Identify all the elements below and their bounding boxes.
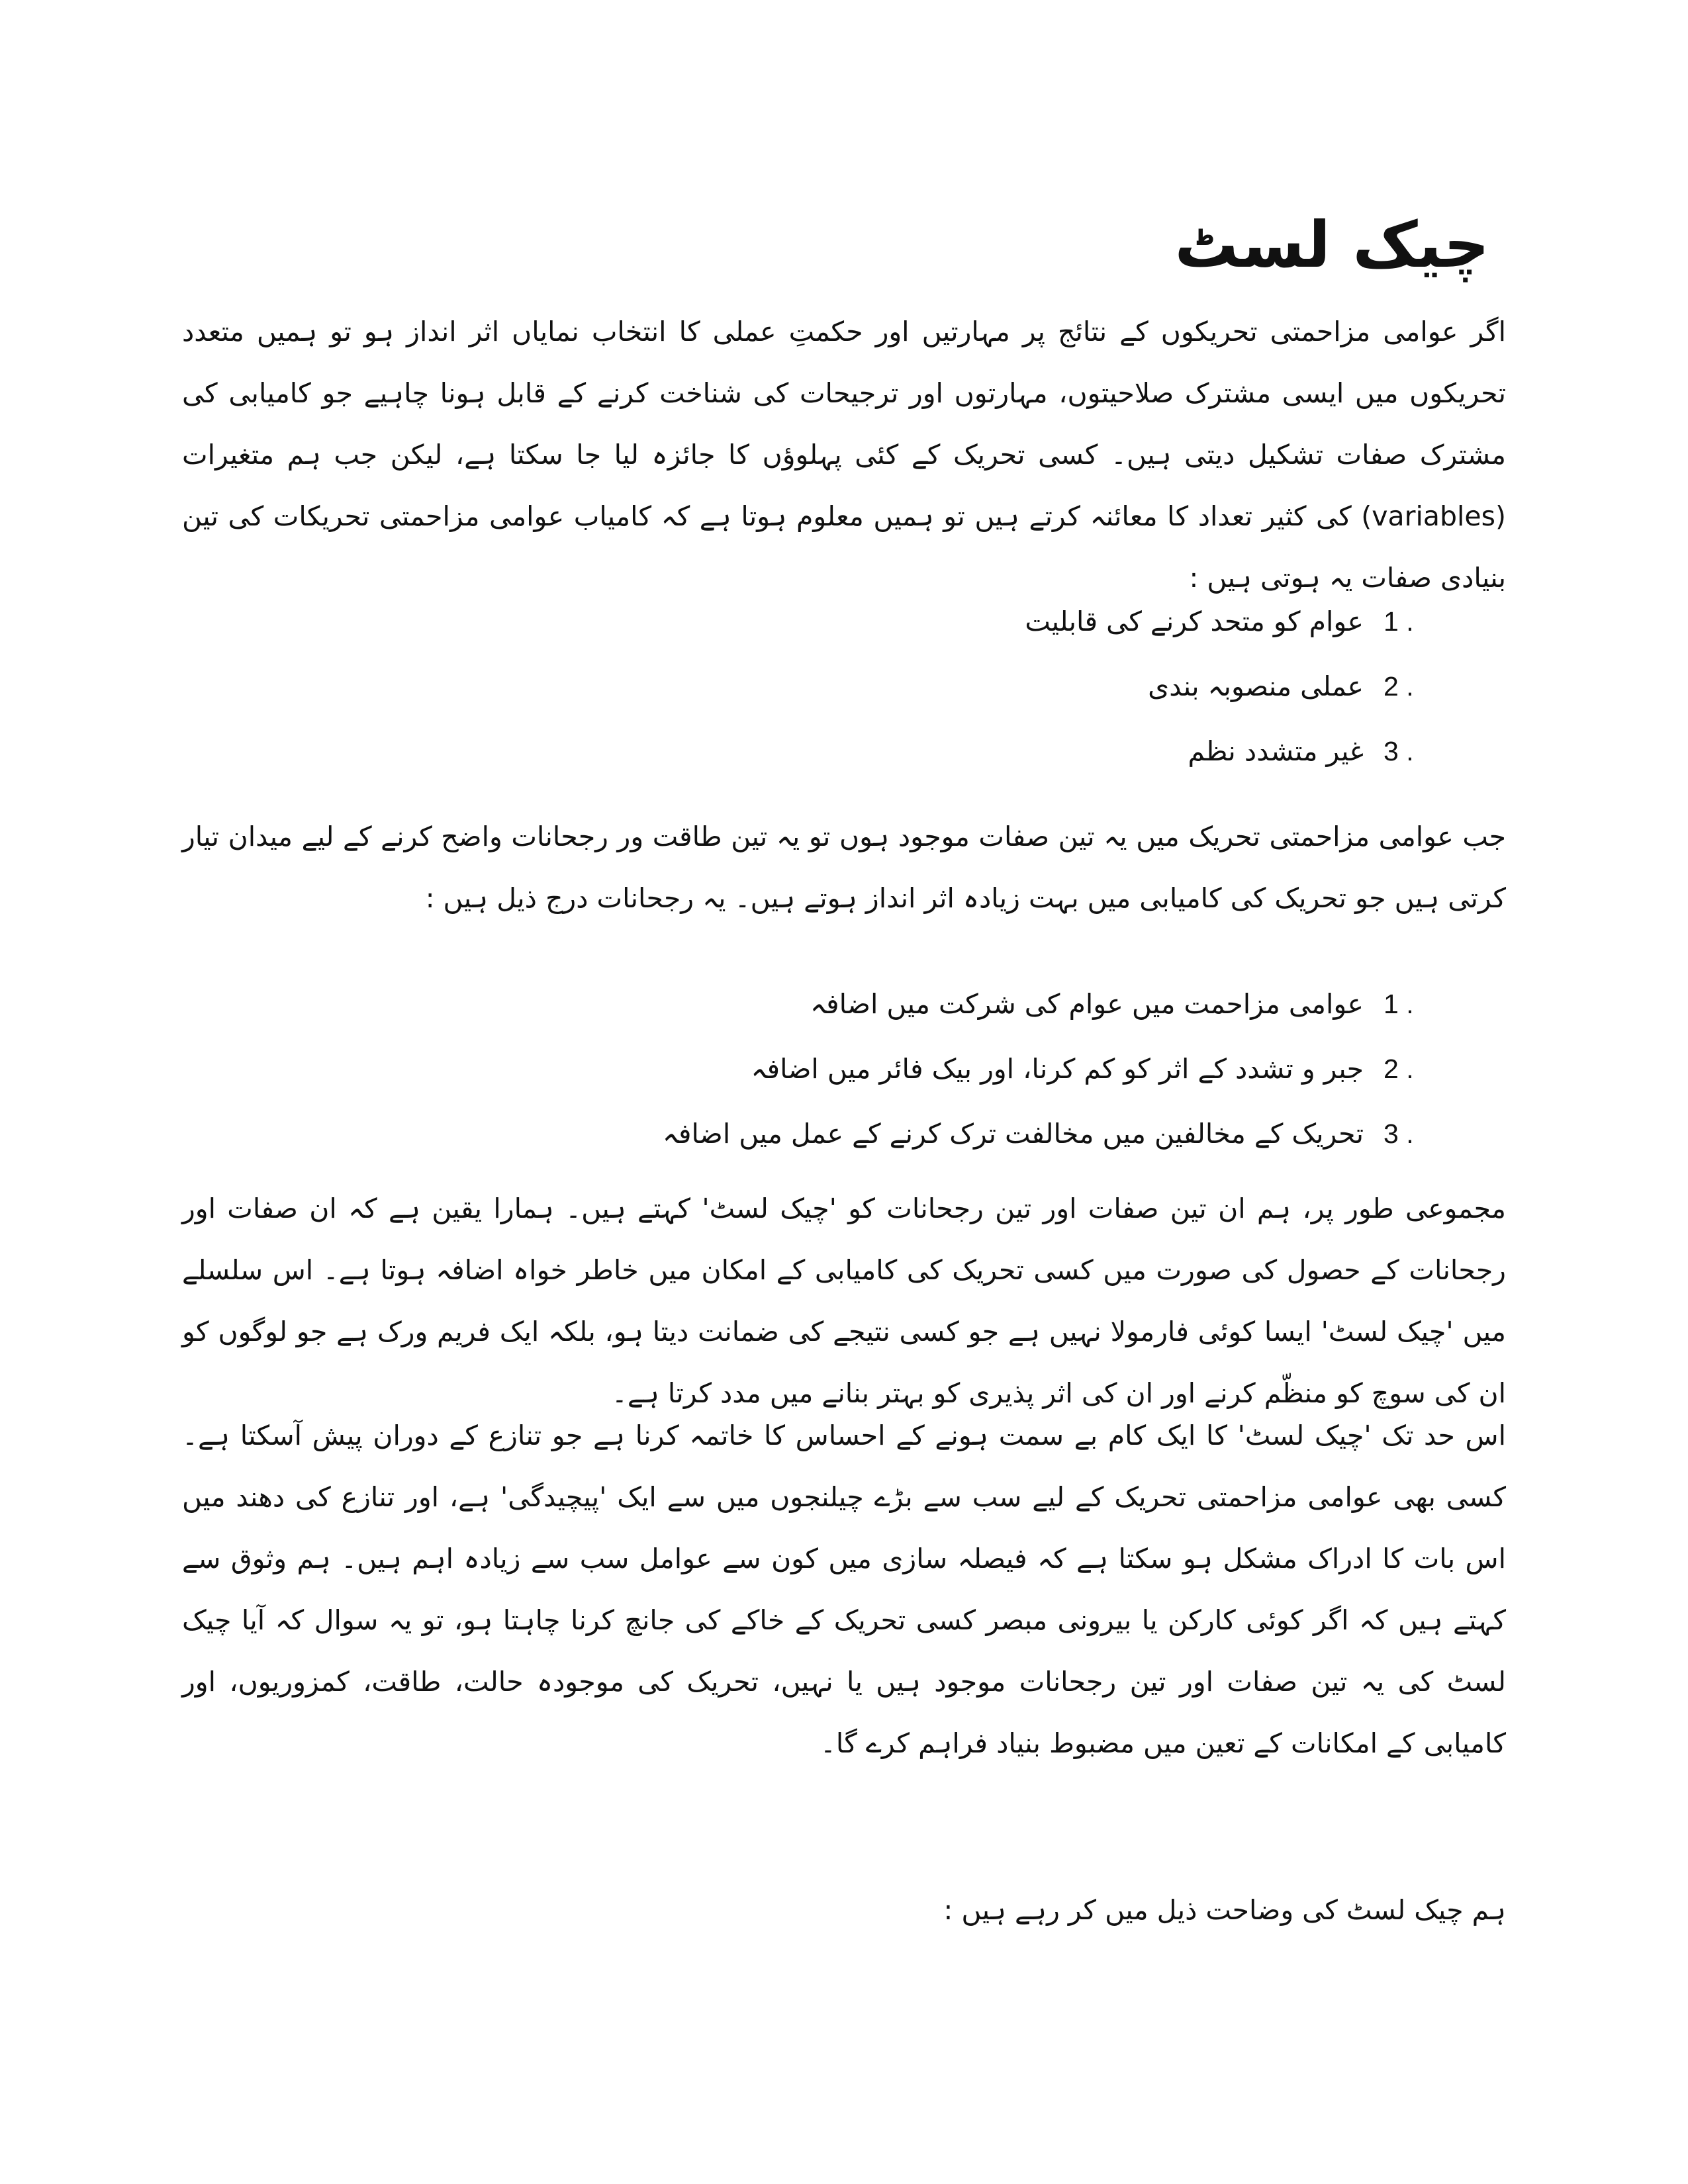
list-item-text: عملی منصوبہ بندی (1148, 670, 1364, 702)
list-item (1025, 719, 1430, 784)
list-item-text: تحریک کے مخالفین میں مخالفت ترک کرنے کے عمل میں اضافہ (662, 1118, 1364, 1150)
list-item-text: غیر متشدد نظم (1188, 735, 1364, 767)
trends-intro-paragraph: جب عوامی مزاحمتی تحریک میں یہ تین صفات موجود ہوں تو یہ تین طاقت ور رجحانات واضح کرنے کے لیے میدان تیار کرتی ہیں جو تحریک کی کامیابی میں بہت زیادہ اثر انداز ہوتے ہیں۔ یہ رجحانات درج ذیل ہیں : (182, 821, 1506, 914)
list-item-number: 3 . (1383, 1118, 1414, 1149)
list-item (663, 1036, 1430, 1101)
list-item-text: عوامی مزاحمت میں عوام کی شرکت میں اضافہ (810, 988, 1364, 1020)
checklist-summary-paragraph: مجموعی طور پر، ہم ان تین صفات اور تین رجحانات کو 'چیک لسٹ' کہتے ہیں۔ ہمارا یقین ہے کہ ان صفات اور رجحانات کے حصول کی صورت میں کسی تحریک کی کامیابی کے امکان میں خاطر خواہ اضافہ ہوتا ہے۔ اس سلسلے میں 'چیک لسٹ' ایسا کوئی فارمولا نہیں ہے جو کسی نتیجے کی ضمانت دیتا ہو، بلکہ ایک فریم ورک ہے جو لوگوں کو ان کی سوچ کو منظّم کرنے اور ان کی اثر پذیری کو بہتر بنانے میں مدد کرتا ہے۔ (182, 1193, 1506, 1409)
checklist-purpose-paragraph: اس حد تک 'چیک لسٹ' کا ایک کام بے سمت ہونے کے احساس کا خاتمہ کرنا ہے جو تنازع کے دوران پیش آسکتا ہے۔ کسی بھی عوامی مزاحمتی تحریک کے لیے سب سے بڑے چیلنجوں میں سے ایک 'پیچیدگی' ہے، اور تنازع کی دھند میں اس بات کا ادراک مشکل ہو سکتا ہے کہ فیصلہ سازی میں کون سے عوامل سب سے زیادہ اہم ہیں۔ ہم وثوق سے کہتے ہیں کہ اگر کوئی کارکن یا بیرونی مبصر کسی تحریک کے خاکے کی جانچ کرنا چاہتا ہو، تو یہ سوال کہ آیا چیک لسٹ کی یہ تین صفات اور تین رجحانات موجود ہیں یا نہیں، تحریک کی موجودہ حالت، طاقت، کمزوریوں، اور کامیابی کے امکانات کے تعین میں مضبوط بنیاد فراہم کرے گا۔ (182, 1420, 1506, 1759)
list-item-number: 3 . (1383, 736, 1414, 766)
list-item-text: جبر و تشدد کے اثر کو کم کرنا، اور بیک فائر میں اضافہ (751, 1053, 1364, 1085)
list-item-number: 2 . (1383, 671, 1414, 702)
closing-paragraph: ہم چیک لسٹ کی وضاحت ذیل میں کر رہے ہیں : (943, 1894, 1506, 1926)
page-title: چیک لسٹ (1174, 208, 1489, 282)
list-item (663, 972, 1430, 1036)
list-item-number: 1 . (1383, 606, 1414, 637)
intro-paragraph: اگر عوامی مزاحمتی تحریکوں کے نتائج پر مہارتیں اور حکمتِ عملی کا انتخاب نمایاں اثر انداز ہو تو ہمیں متعدد تحریکوں میں ایسی مشترک صلاحیتوں، مہارتوں اور ترجیحات کی شناخت کرنے کے قابل ہونا چاہیے جو کامیابی کی مشترک صفات تشکیل دیتی ہیں۔ کسی تحریک کے کئی پہلوؤں کا جائزہ لیا جا سکتا ہے، لیکن جب ہم متغیرات (variables) کی کثیر تعداد کا معائنہ کرتے ہیں تو ہمیں معلوم ہوتا ہے کہ کامیاب عوامی مزاحمتی تحریکات کی تین بنیادی صفات یہ ہوتی ہیں : (182, 316, 1506, 594)
list-item-number: 2 . (1383, 1054, 1414, 1084)
list-item (663, 1101, 1430, 1166)
trends-list (663, 972, 1430, 1166)
list-item (1025, 589, 1430, 654)
list-item (1025, 654, 1430, 719)
list-item-number: 1 . (1383, 989, 1414, 1019)
attributes-list (1025, 589, 1430, 784)
list-item-text: عوام کو متحد کرنے کی قابلیت (1025, 606, 1364, 637)
